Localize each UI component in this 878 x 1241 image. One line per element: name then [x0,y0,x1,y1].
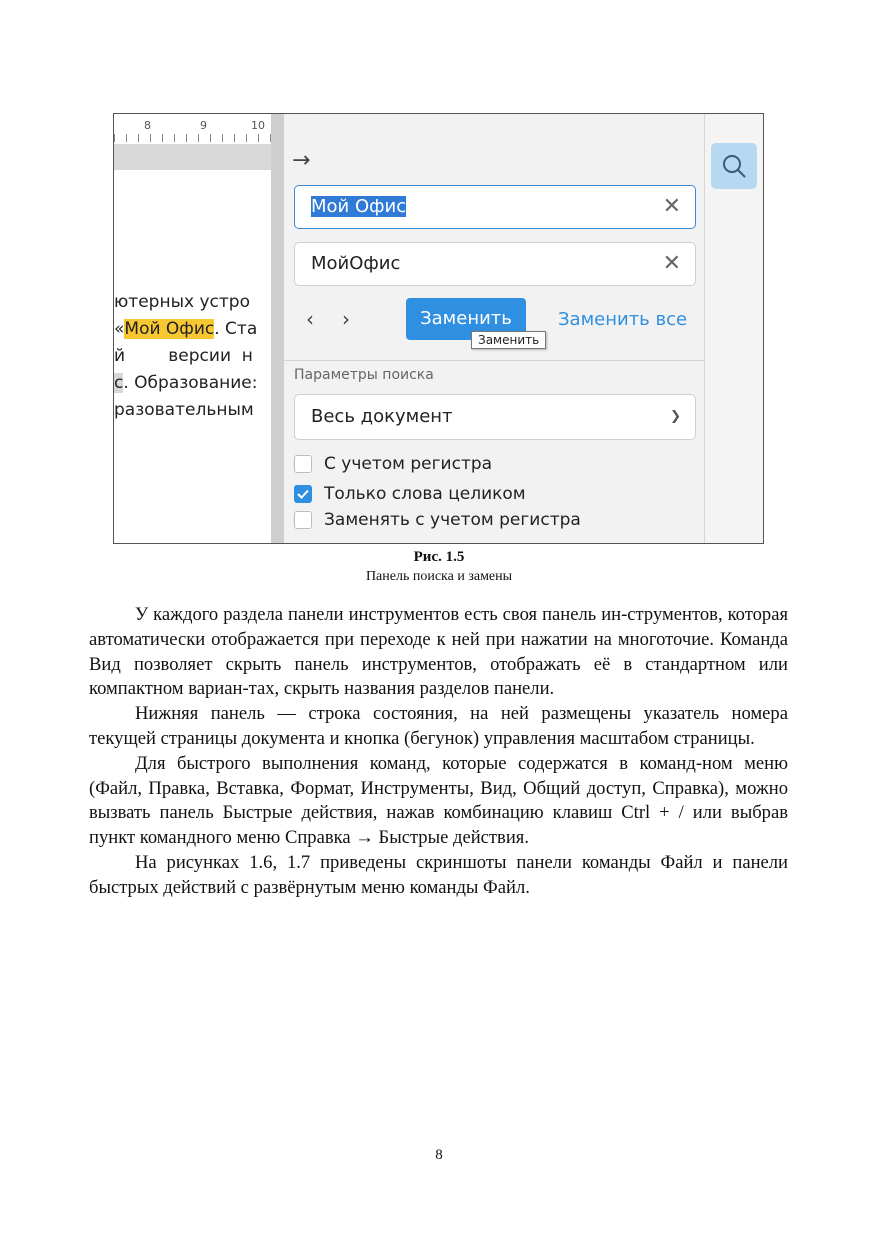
match-case-checkbox[interactable] [294,455,312,473]
close-icon[interactable]: ✕ [662,251,681,276]
ruler-ticks [114,134,271,142]
replace-tooltip: Заменить [471,331,546,349]
paragraph: У каждого раздела панели инструментов есть своя панель ин-струментов, которая автоматически отображается при переходе к ней при нажатии на многоточие. Команда Вид позволяет скрыть панель инструментов, отображать её в стандартном или компактном вариан-тах, скрыть названия разделов панели. [89,604,788,700]
replace-all-button[interactable]: Заменить все [558,309,688,330]
search-params-label: Параметры поиска [294,367,434,383]
page-number: 8 [435,1147,443,1163]
selected-search-text: Мой Офис [311,196,407,217]
search-scope-select[interactable] [294,394,696,440]
search-match-highlight: Мой Офис [124,319,215,339]
search-input[interactable] [294,185,696,229]
panel-splitter[interactable] [271,114,284,543]
body-text [89,603,788,901]
replace-button[interactable]: Заменить [406,298,526,340]
ruler-number: 10 [251,119,265,132]
screenshot-figure [113,113,764,544]
paragraph: Нижняя панель — строка состояния, на ней размещены указатель номера текущей страницы документа и кнопка (бегунок) управления масштабом страницы. [89,703,788,749]
doc-line: с. Образование: [114,373,258,393]
doc-line: «Мой Офис. Ста [114,319,258,339]
whole-words-label: Только слова целиком [324,484,526,504]
paragraph: Для быстрого выполнения команд, которые содержатся в команд-ном меню (Файл, Правка, Вставка, Формат, Инструменты, Вид, Общий доступ, Справка), можно вызвать панель Быстрые действия, нажав комбинацию клавиш Ctrl + / или выбрав пункт командного меню Справка → Быстрые действия. [89,752,788,849]
whole-words-checkbox[interactable] [294,485,312,503]
doc-line: ютерных устро [114,292,250,312]
arrow-right-icon[interactable]: → [292,148,311,173]
figure-caption-subtitle: Панель поиска и замены [365,569,513,584]
search-replace-panel [284,114,704,543]
checkmark-icon [297,489,309,499]
paragraph: На рисунках 1.6, 1.7 приведены скриншоты панели команды Файл и панели быстрых действий с развёрнутым меню команды Файл. [89,851,788,898]
match-case-label: С учетом регистра [324,454,493,474]
document-toolbar-strip [114,144,271,170]
replace-input-value: МойОфис [311,253,401,274]
chevron-left-icon[interactable]: ‹ [306,307,314,331]
replace-input[interactable] [294,242,696,286]
ruler-number: 9 [200,119,207,132]
divider [284,360,704,361]
doc-line: разовательным [114,400,254,420]
search-scope-value: Весь документ [311,406,453,427]
chevron-down-icon: ❯ [670,409,681,424]
right-rail [704,114,764,543]
chevron-right-icon[interactable]: › [342,307,350,331]
doc-line: й версии н [114,346,253,366]
replace-match-case-checkbox[interactable] [294,511,312,529]
search-icon [721,153,747,179]
ruler [114,114,271,144]
match-case-option[interactable] [294,451,492,477]
document-area [114,114,271,543]
ruler-number: 8 [144,119,151,132]
replace-match-case-option[interactable] [294,507,581,533]
replace-match-case-label: Заменять с учетом регистра [324,510,581,530]
search-toggle-button[interactable] [711,143,757,189]
close-icon[interactable]: ✕ [662,194,681,219]
whole-words-option[interactable] [294,481,526,507]
document-text [114,289,257,424]
figure-caption-title: Рис. 1.5 [413,549,465,565]
